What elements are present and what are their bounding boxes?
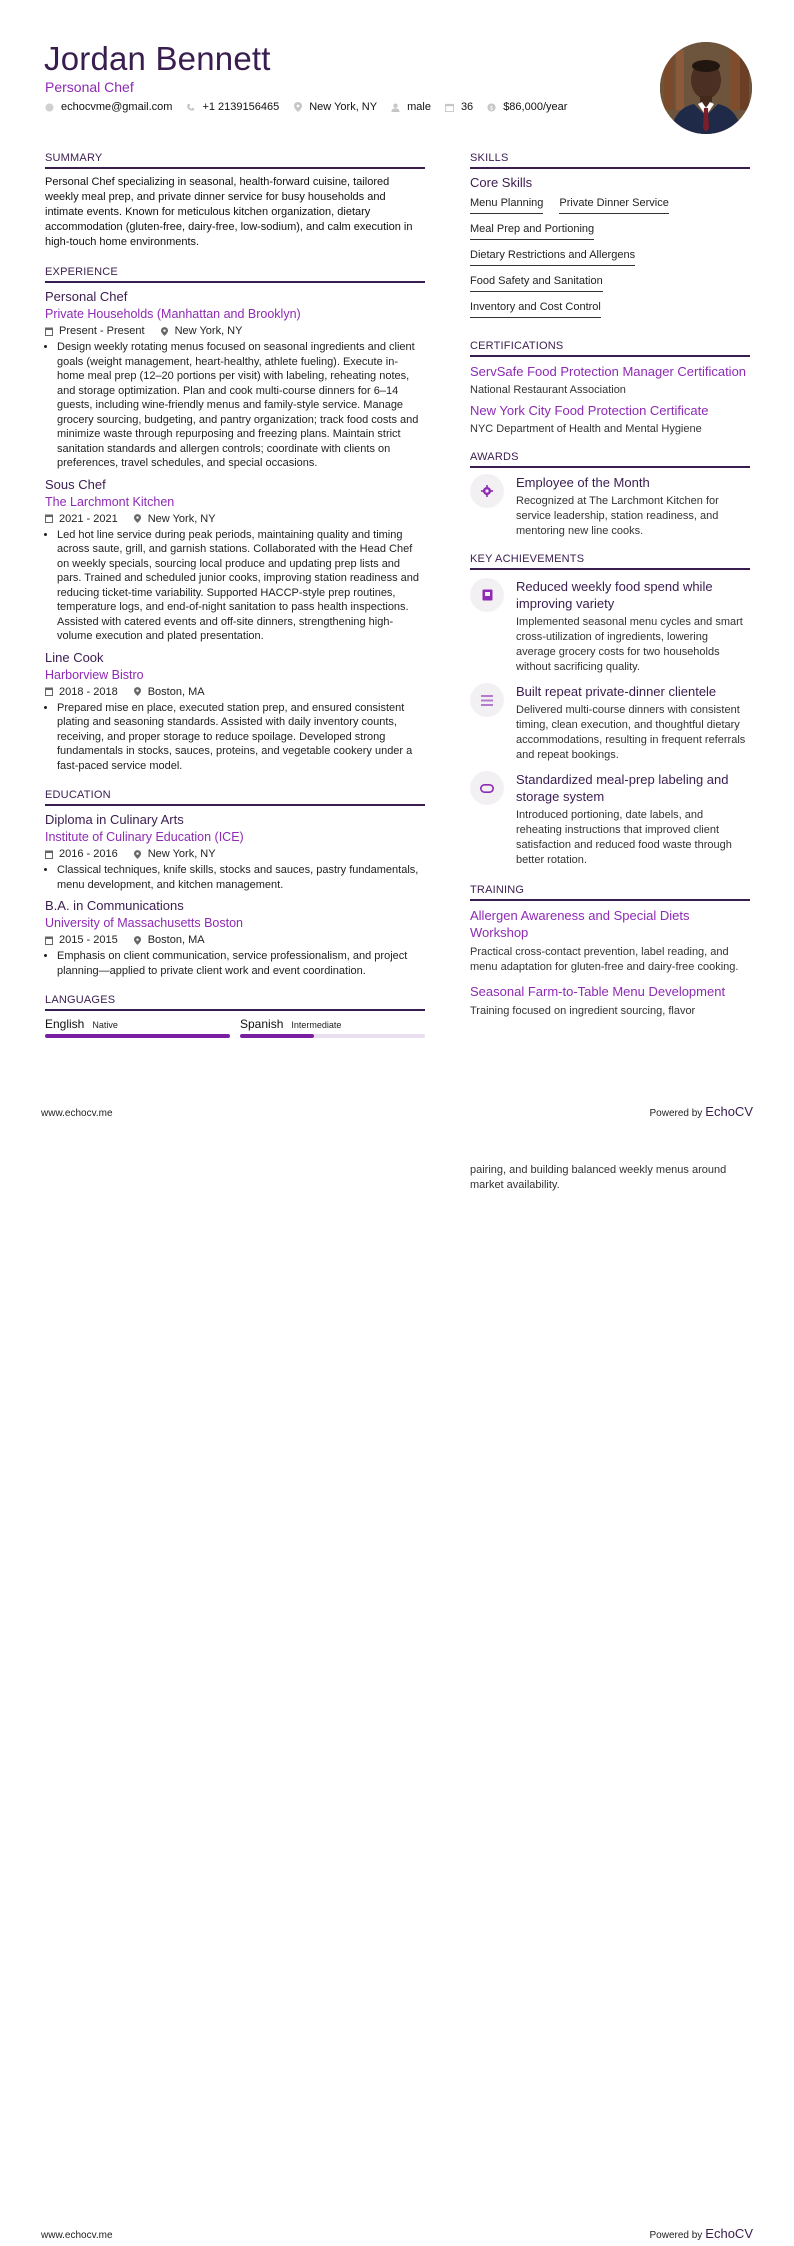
- right-column: [470, 152, 750, 1029]
- footer-powered: [649, 1104, 753, 1119]
- certifications-section: [470, 340, 750, 435]
- education-entry: [45, 812, 425, 892]
- person-icon: [391, 103, 400, 112]
- dollar-icon: [487, 103, 496, 112]
- achievement-desc: Implemented seasonal menu cycles and smart cross-utilization of ingredients, lowering average grocery costs for two households without sacrificing quality.: [516, 616, 743, 673]
- job-dates: 2021 - 2021: [59, 512, 118, 525]
- job-dates: Present - Present: [59, 325, 145, 337]
- award-desc: Recognized at The Larchmont Kitchen for service leadership, station readiness, and mentoring new line cooks.: [516, 495, 719, 537]
- education-dates: 2015 - 2015: [59, 934, 118, 946]
- summary-text: Personal Chef specializing in seasonal, health-forward cuisine, tailored weekly meal prep, and private dinner service for busy households and intimate events. Known for meticulous kitchen organization, dietary accommodation (gluten-free, dairy-free, low-sodium), and calm execution in high-touch home environments.: [45, 176, 413, 248]
- job-meta: [45, 686, 425, 698]
- candidate-name: Jordan Bennett: [44, 40, 271, 77]
- education-section: [45, 789, 425, 978]
- job-title: Line Cook: [45, 649, 104, 665]
- job-company: Private Households (Manhattan and Brooklyn): [45, 307, 301, 321]
- summary-section: [45, 152, 425, 250]
- education-entry: [45, 898, 425, 978]
- gear-icon: [470, 474, 504, 508]
- languages-list: [45, 1017, 425, 1038]
- job-entry: [45, 289, 425, 471]
- phone-icon: [186, 103, 195, 112]
- job-entry: [45, 477, 425, 644]
- education-degree: B.A. in Communications: [45, 898, 184, 913]
- summary-heading: SUMMARY: [45, 152, 425, 169]
- language-item: [240, 1017, 425, 1038]
- certification-org: NYC Department of Health and Mental Hygiene: [470, 423, 702, 435]
- award-item: [470, 474, 750, 539]
- location-icon: [134, 687, 142, 696]
- training-desc: Training focused on ingredient sourcing, flavor: [470, 1005, 696, 1017]
- job-meta: [45, 325, 425, 337]
- certification-name: New York City Food Protection Certificate: [470, 403, 709, 418]
- experience-heading: EXPERIENCE: [45, 266, 425, 283]
- contact-email[interactable]: [45, 101, 172, 113]
- contact-email-text: echocvme@gmail.com: [61, 101, 173, 113]
- location-icon: [161, 327, 169, 336]
- job-location: New York, NY: [174, 325, 243, 337]
- calendar-icon: [45, 850, 53, 859]
- job-bullet: • Design weekly rotating menus focused on seasonal ingredients and client goals (weight management, heart-healthy, athlete fueling). Execute in-home meal prep (12–20 portions per visit) with labeling, reheating notes, and storage optimization. Plan and cook multi-course dinners for 6–14 guests, including wine-friendly menus and family-style service. Manage grocery sourcing, budgeting, and pantry organization; track food costs and minimize waste through repurposing and freezing plans. Maintain strict sanitation standards and allergen controls; coordinate with clients on preferences, travel schedules, and special occasions.: [57, 340, 425, 471]
- svg-text:$: $: [489, 104, 494, 112]
- awards-section: [470, 451, 750, 539]
- skill-tag: Food Safety and Sanitation: [470, 272, 603, 292]
- location-icon: [293, 103, 302, 112]
- achievements-section: [470, 553, 750, 868]
- achievement-desc: Introduced portioning, date labels, and reheating instructions that improved client satisfaction and reduced food waste through better rotation.: [516, 809, 732, 866]
- languages-section: [45, 994, 425, 1038]
- contact-phone-text: +1 2139156465: [202, 101, 280, 113]
- language-bar-fill: [45, 1034, 230, 1038]
- language-item: [45, 1017, 230, 1038]
- skills-subheading: Core Skills: [470, 175, 533, 190]
- contact-age-text: 36: [460, 101, 474, 113]
- contact-bar: [45, 101, 581, 113]
- footer-website[interactable]: www.echocv.me: [41, 1108, 113, 1119]
- training-name: Allergen Awareness and Special Diets Workshop: [470, 908, 690, 940]
- skill-tag: Inventory and Cost Control: [470, 298, 601, 318]
- skills-list: [470, 194, 750, 324]
- language-bar-fill: [240, 1034, 314, 1038]
- profile-photo: [660, 42, 752, 134]
- left-column: [45, 152, 425, 1048]
- candidate-title: Personal Chef: [45, 79, 134, 95]
- contact-salary: [487, 101, 567, 113]
- skill-tag: Menu Planning: [470, 194, 543, 214]
- calendar-icon: [445, 103, 454, 112]
- continuation-text: pairing, and building balanced weekly menus around market availability.: [470, 1164, 727, 1191]
- calendar-icon: [45, 514, 53, 523]
- language-name: Spanish: [240, 1017, 284, 1031]
- job-title: Sous Chef: [45, 476, 106, 492]
- language-bar: [240, 1034, 425, 1038]
- language-level: Native: [92, 1020, 118, 1030]
- education-bullet: • Emphasis on client communication, service professionalism, and project planning—applied to private client work and event coordination.: [57, 949, 425, 978]
- list-icon: [470, 683, 504, 717]
- achievement-item: [470, 683, 750, 763]
- training-section: [470, 884, 750, 1019]
- job-bullet: • Prepared mise en place, executed station prep, and ensured consistent plating and seasoning standards. Assisted with daily inventory counts, receiving, and proper storage to reduce spoilage. Developed strong fundamentals in stocks, sauces, proteins, and vegetable cookery under a fast-paced service model.: [57, 701, 425, 774]
- contact-phone[interactable]: [186, 101, 279, 113]
- job-title: Personal Chef: [45, 289, 128, 304]
- location-icon: [134, 514, 142, 523]
- contact-age: [445, 101, 473, 113]
- experience-section: [45, 266, 425, 773]
- skill-tag: Dietary Restrictions and Allergens: [470, 246, 635, 266]
- language-bar: [45, 1034, 230, 1038]
- contact-gender: [391, 101, 431, 113]
- language-level: Intermediate: [291, 1020, 342, 1030]
- footer-powered-text: Powered by: [649, 2230, 703, 2241]
- certification-org: National Restaurant Association: [470, 384, 626, 396]
- training-heading: TRAINING: [470, 884, 750, 901]
- job-meta: [45, 513, 425, 525]
- job-bullet: • Led hot line service during peak periods, maintaining quality and timing across saute, grill, and garnish stations. Collaborated with the Head Chef on weekly specials, sourcing local produce and updating prep lists and pars. Trained and scheduled junior cooks, improving station readiness and reducing ticket-time variability. Supported HACCP-style prep routines, temperature logs, and end-of-night sanitation to pass health inspections. Assisted with catered events and off-site dinners, strengthening high-volume execution and plated presentation.: [57, 528, 425, 644]
- skill-tag: Private Dinner Service: [559, 194, 668, 214]
- location-icon: [134, 850, 142, 859]
- page-footer: [41, 1104, 753, 1119]
- job-company: Harborview Bistro: [45, 667, 144, 682]
- awards-heading: AWARDS: [470, 451, 750, 468]
- footer-brand: EchoCV: [705, 2226, 753, 2241]
- contact-gender-text: male: [407, 101, 431, 113]
- education-heading: EDUCATION: [45, 789, 425, 806]
- award-title: Employee of the Month: [516, 475, 650, 490]
- at-icon: [45, 103, 54, 112]
- calendar-icon: [45, 327, 53, 336]
- tag-icon: [470, 771, 504, 805]
- calendar-icon: [45, 687, 53, 696]
- job-entry: [45, 650, 425, 774]
- footer-brand: EchoCV: [705, 1104, 753, 1119]
- page-footer: [41, 2226, 753, 2241]
- contact-location-text: New York, NY: [309, 101, 378, 113]
- footer-powered: [649, 2226, 753, 2241]
- job-company: The Larchmont Kitchen: [45, 494, 175, 509]
- education-school: Institute of Culinary Education (ICE): [45, 830, 244, 844]
- achievement-item: [470, 578, 750, 675]
- location-icon: [134, 936, 142, 945]
- education-bullet: • Classical techniques, knife skills, stocks and sauces, pastry fundamentals, menu development, and kitchen management.: [57, 863, 425, 892]
- job-location: New York, NY: [147, 512, 216, 525]
- achievement-title: Reduced weekly food spend while improving variety: [516, 579, 713, 611]
- calendar-icon: [45, 936, 53, 945]
- contact-location: [293, 101, 377, 113]
- education-meta: [45, 848, 425, 860]
- contact-salary-text: $86,000/year: [503, 101, 568, 113]
- job-location: Boston, MA: [147, 685, 205, 698]
- achievement-desc: Delivered multi-course dinners with consistent timing, clean execution, and thoughtful dietary accommodations, resulting in frequent referrals and repeat bookings.: [516, 704, 746, 761]
- achievement-item: [470, 771, 750, 868]
- training-desc: Practical cross-contact prevention, label reading, and menu adaptation for gluten-free and dairy-free cooking.: [470, 946, 739, 973]
- education-location: New York, NY: [147, 848, 216, 860]
- language-name: English: [45, 1017, 85, 1031]
- education-location: Boston, MA: [147, 934, 205, 946]
- education-meta: [45, 934, 425, 946]
- achievement-title: Standardized meal-prep labeling and storage system: [516, 772, 729, 804]
- job-dates: 2018 - 2018: [59, 685, 118, 698]
- education-dates: 2016 - 2016: [59, 848, 118, 860]
- achievement-title: Built repeat private-dinner clientele: [516, 684, 717, 699]
- skills-heading: SKILLS: [470, 152, 750, 169]
- book-icon: [470, 578, 504, 612]
- achievements-heading: KEY ACHIEVEMENTS: [470, 553, 750, 570]
- skills-section: [470, 152, 750, 324]
- training-name: Seasonal Farm-to-Table Menu Development: [470, 984, 726, 999]
- footer-powered-text: Powered by: [649, 1108, 703, 1119]
- education-school: University of Massachusetts Boston: [45, 916, 243, 930]
- languages-heading: LANGUAGES: [45, 994, 425, 1011]
- footer-website[interactable]: www.echocv.me: [41, 2230, 113, 2241]
- education-degree: Diploma in Culinary Arts: [45, 812, 184, 827]
- certifications-heading: CERTIFICATIONS: [470, 340, 750, 357]
- skill-tag: Meal Prep and Portioning: [470, 220, 594, 240]
- certification-name: ServSafe Food Protection Manager Certification: [470, 364, 747, 379]
